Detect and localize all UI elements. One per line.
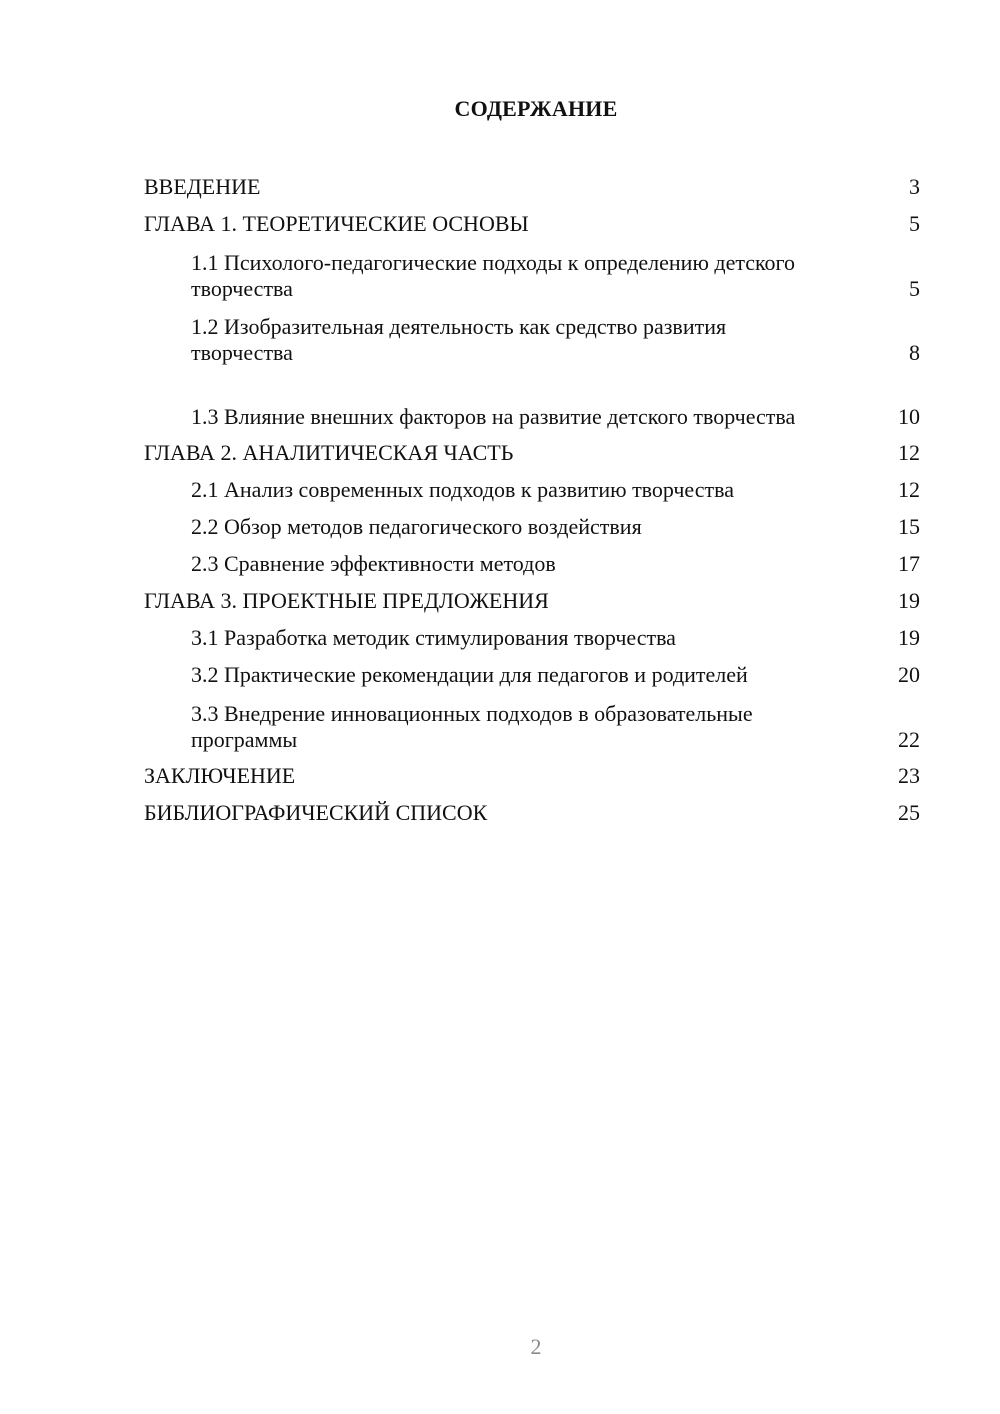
toc-entry-bibliography (144, 794, 920, 831)
toc-entry-page: 10 (898, 404, 920, 429)
toc-entry-page: 19 (898, 587, 920, 613)
toc-entry-conclusion (144, 757, 920, 794)
toc-entry-page: 5 (909, 210, 920, 236)
toc-title: СОДЕРЖАНИЕ (454, 96, 618, 121)
toc-entry-chapter-1 (144, 205, 920, 242)
toc-entry-page: 12 (898, 439, 920, 465)
toc-entry-label: ГЛАВА 2. АНАЛИТИЧЕСКАЯ ЧАСТЬ (144, 439, 514, 465)
toc-entry-page: 17 (898, 550, 920, 576)
toc-entry-page: 12 (898, 476, 920, 502)
toc-entry-section-3-1 (144, 619, 920, 656)
toc-entry-label: 3.1 Разработка методик стимулирования творчества (191, 624, 676, 650)
toc-entry-label: 3.3 Внедрение инновационных подходов в образовательные программы (191, 701, 753, 752)
toc-entry-label: 1.2 Изобразительная деятельность как средство развития творчества (191, 314, 727, 365)
toc-entry-chapter-3 (144, 582, 920, 619)
toc-entry-label: БИБЛИОГРАФИЧЕСКИЙ СПИСОК (144, 799, 488, 825)
toc-entry-label: 1.1 Психолого-педагогические подходы к определению детского творчества (191, 250, 796, 301)
toc-entry-section-1-3 (144, 370, 920, 434)
toc-entry-section-3-3 (144, 693, 920, 757)
toc-entry-label: ГЛАВА 1. ТЕОРЕТИЧЕСКИЕ ОСНОВЫ (144, 210, 529, 236)
toc-entry-label: ЗАКЛЮЧЕНИЕ (144, 762, 296, 788)
toc-entry-chapter-2 (144, 434, 920, 471)
toc-entry-page: 25 (898, 799, 920, 825)
toc-entry-label: ГЛАВА 3. ПРОЕКТНЫЕ ПРЕДЛОЖЕНИЯ (144, 587, 549, 613)
page-number: 2 (530, 1334, 542, 1359)
toc-entry-page: 23 (898, 762, 920, 788)
table-of-contents (144, 168, 920, 831)
toc-entry-page: 19 (898, 624, 920, 650)
toc-entry-page: 8 (909, 340, 920, 365)
toc-entry-label: 3.2 Практические рекомендации для педагогов и родителей (191, 661, 748, 687)
toc-entry-page: 5 (909, 276, 920, 301)
toc-entry-page: 20 (898, 661, 920, 687)
toc-entry-section-1-2 (144, 306, 920, 370)
toc-entry-label: 2.1 Анализ современных подходов к развитию творчества (191, 476, 734, 502)
toc-entry-page: 3 (909, 173, 920, 199)
toc-entry-section-3-2 (144, 656, 920, 693)
toc-entry-section-2-3 (144, 545, 920, 582)
toc-entry-page: 22 (898, 727, 920, 752)
toc-entry-label: 2.3 Сравнение эффективности методов (191, 550, 556, 576)
toc-entry-label: ВВЕДЕНИЕ (144, 173, 261, 199)
toc-entry-page: 15 (898, 513, 920, 539)
toc-entry-section-1-1 (144, 242, 920, 306)
toc-entry-section-2-2 (144, 508, 920, 545)
toc-entry-section-2-1 (144, 471, 920, 508)
toc-entry-introduction (144, 168, 920, 205)
toc-entry-label: 2.2 Обзор методов педагогического воздействия (191, 513, 642, 539)
toc-entry-label: 1.3 Влияние внешних факторов на развитие детского творчества (191, 404, 796, 429)
